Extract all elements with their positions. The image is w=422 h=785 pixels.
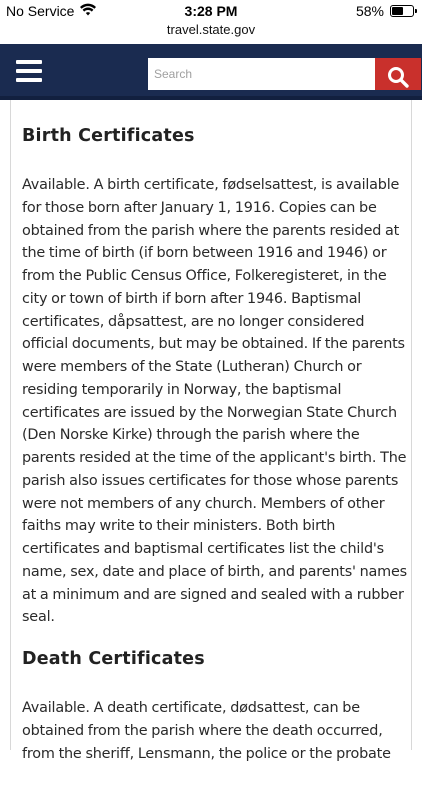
section-body-death-certificates: Available. A death certificate, dødsattest, can be obtained from the parish where the death occurred, from the sheriff, Lensmann, the police or the probate <box>22 700 391 762</box>
site-header <box>0 44 422 100</box>
status-right <box>356 3 414 19</box>
menu-bar <box>16 60 42 64</box>
url-text: travel.state.gov <box>166 22 256 37</box>
battery-fill <box>392 7 403 15</box>
article-content <box>22 126 414 785</box>
search-button[interactable] <box>375 58 421 90</box>
section-heading-birth-certificates: Birth Certificates <box>22 126 195 146</box>
url-bar[interactable] <box>0 22 422 44</box>
battery-percent: 58% <box>355 3 384 19</box>
hamburger-menu-icon[interactable] <box>16 60 42 82</box>
search-input[interactable] <box>148 58 375 90</box>
section-body-birth-certificates: Available. A birth certificate, fødselsattest, is available for those born after January 1, 1916. Copies can be obtained from the parish where the parents resided at the time of birth (if born between 1916 and 1946) or from the Public Census Office, Folkeregisteret, in the city or town of birth if born after 1946. Baptismal certificates, dåpsattest, are no longer considered official documents, but may be obtained. If the parents were members of the State (Lutheran) Church or residing temporarily in Norway, the baptismal certificates are issued by the Norwegian State Church (Den Norske Kirke) through the parish where the parents resided at the time of the applicant's birth. The parish also issues certificates for those whose parents were not members of any church. Members of other faiths may write to their ministers. Both birth certificates and baptismal certificates list the child's name, sex, date and place of birth, and parents' names at a minimum and are signed and sealed with a rubber seal. <box>22 177 407 626</box>
status-bar <box>0 0 422 22</box>
menu-bar <box>16 78 42 82</box>
magnifier-icon <box>387 66 409 88</box>
content-area <box>0 100 422 762</box>
status-time: 3:28 PM <box>184 3 238 19</box>
carrier-label: No Service <box>6 3 75 19</box>
menu-bar <box>16 69 42 73</box>
section-heading-death-certificates: Death Certificates <box>22 649 205 669</box>
battery-icon <box>390 5 414 17</box>
